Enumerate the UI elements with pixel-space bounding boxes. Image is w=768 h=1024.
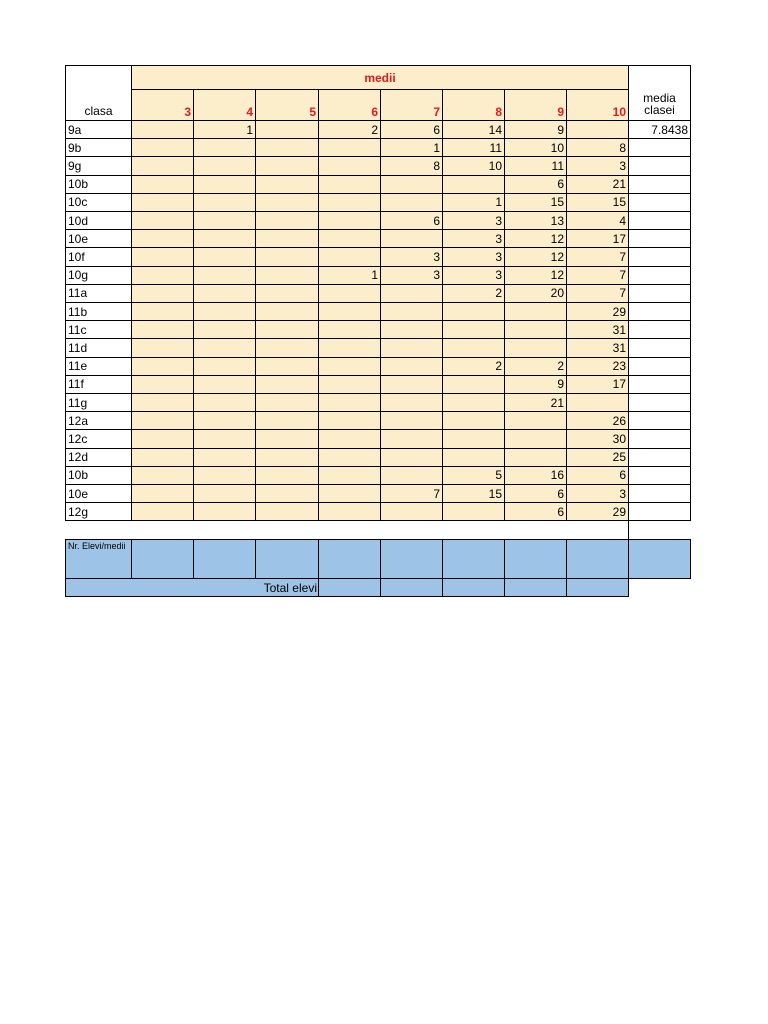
grade-count-cell[interactable] xyxy=(380,502,443,521)
grade-count-cell[interactable] xyxy=(255,229,319,248)
grade-count-cell[interactable] xyxy=(193,338,256,357)
grade-count-cell[interactable]: 2 xyxy=(504,357,567,376)
grade-count-cell[interactable] xyxy=(318,411,381,430)
grade-count-cell[interactable]: 15 xyxy=(442,484,505,503)
total-elevi-label: Total elevi xyxy=(65,578,319,597)
grade-count-cell[interactable] xyxy=(318,466,381,485)
grade-count-cell[interactable] xyxy=(380,448,443,467)
grade-count-cell[interactable] xyxy=(255,338,319,357)
grade-count-cell[interactable] xyxy=(318,229,381,248)
grade-header-cell: 9 xyxy=(504,89,567,121)
grade-count-cell[interactable] xyxy=(318,175,381,194)
row-label-clasa[interactable]: 11f xyxy=(65,375,132,394)
grade-count-cell[interactable] xyxy=(255,375,319,394)
grade-header-cell: 4 xyxy=(193,89,256,121)
total-elevi-cell[interactable] xyxy=(318,578,381,597)
grade-count-cell[interactable]: 4 xyxy=(566,211,629,230)
grade-count-cell[interactable] xyxy=(255,484,319,503)
grade-count-cell[interactable]: 6 xyxy=(380,120,443,139)
total-elevi-cell[interactable] xyxy=(566,578,629,597)
grade-count-cell[interactable] xyxy=(131,120,194,139)
row-label-clasa[interactable]: 9g xyxy=(65,156,132,175)
grade-count-cell[interactable] xyxy=(131,229,194,248)
grade-count-cell[interactable] xyxy=(318,193,381,212)
grade-count-cell[interactable]: 7 xyxy=(380,484,443,503)
grade-count-cell[interactable] xyxy=(380,175,443,194)
grade-count-cell[interactable] xyxy=(442,338,505,357)
row-label-clasa[interactable]: 10b xyxy=(65,466,132,485)
grade-count-cell[interactable] xyxy=(442,429,505,448)
grade-count-cell[interactable] xyxy=(193,357,256,376)
nr-elevi-cell[interactable] xyxy=(442,539,505,579)
grade-count-cell[interactable] xyxy=(504,338,567,357)
grade-count-cell[interactable] xyxy=(380,229,443,248)
grade-count-cell[interactable]: 8 xyxy=(380,156,443,175)
nr-elevi-cell[interactable] xyxy=(566,539,629,579)
grade-count-cell[interactable] xyxy=(193,211,256,230)
media-clasei-cell[interactable] xyxy=(628,193,691,212)
grade-count-cell[interactable] xyxy=(380,411,443,430)
grade-count-cell[interactable] xyxy=(193,229,256,248)
nr-elevi-cell[interactable] xyxy=(255,539,319,579)
media-clasei-cell[interactable] xyxy=(628,156,691,175)
media-clasei-header xyxy=(628,65,691,121)
grade-count-cell[interactable] xyxy=(442,448,505,467)
grade-count-cell[interactable] xyxy=(131,138,194,157)
media-clasei-cell[interactable] xyxy=(628,247,691,266)
grade-count-cell[interactable]: 6 xyxy=(504,502,567,521)
grade-count-cell[interactable] xyxy=(380,302,443,321)
grade-count-cell[interactable] xyxy=(131,466,194,485)
grade-count-cell[interactable] xyxy=(131,375,194,394)
nr-elevi-cell[interactable] xyxy=(318,539,381,579)
row-label-clasa[interactable]: 10b xyxy=(65,175,132,194)
row-label-clasa[interactable]: 10e xyxy=(65,229,132,248)
grade-count-cell[interactable] xyxy=(131,411,194,430)
grade-count-cell[interactable] xyxy=(318,156,381,175)
grade-count-cell[interactable] xyxy=(566,120,629,139)
row-label-clasa[interactable]: 12g xyxy=(65,502,132,521)
total-elevi-cell[interactable] xyxy=(380,578,443,597)
row-label-clasa[interactable]: 9a xyxy=(65,120,132,139)
grade-count-cell[interactable]: 6 xyxy=(504,175,567,194)
grade-count-cell[interactable] xyxy=(193,375,256,394)
grade-count-cell[interactable] xyxy=(380,338,443,357)
grade-count-cell[interactable]: 3 xyxy=(566,484,629,503)
grade-count-cell[interactable]: 25 xyxy=(566,448,629,467)
grade-count-cell[interactable] xyxy=(193,448,256,467)
grade-count-cell[interactable] xyxy=(193,411,256,430)
grade-count-cell[interactable]: 6 xyxy=(566,466,629,485)
grade-count-cell[interactable]: 3 xyxy=(442,229,505,248)
grade-count-cell[interactable]: 10 xyxy=(504,138,567,157)
grade-count-cell[interactable] xyxy=(255,448,319,467)
medii-header: medii xyxy=(131,65,629,90)
grade-count-cell[interactable]: 9 xyxy=(504,120,567,139)
grade-count-cell[interactable]: 8 xyxy=(566,138,629,157)
grade-count-cell[interactable]: 14 xyxy=(442,120,505,139)
grade-count-cell[interactable]: 7 xyxy=(566,284,629,303)
row-label-clasa[interactable]: 12c xyxy=(65,429,132,448)
media-clasei-cell[interactable] xyxy=(628,357,691,376)
grade-count-cell[interactable] xyxy=(318,448,381,467)
media-clasei-cell[interactable] xyxy=(628,448,691,467)
grade-count-cell[interactable]: 1 xyxy=(318,266,381,285)
grade-count-cell[interactable]: 1 xyxy=(442,193,505,212)
grade-header-cell: 10 xyxy=(566,89,629,121)
grade-count-cell[interactable] xyxy=(131,156,194,175)
grade-count-cell[interactable]: 15 xyxy=(566,193,629,212)
grade-count-cell[interactable] xyxy=(566,393,629,412)
row-label-clasa[interactable]: 11d xyxy=(65,338,132,357)
grade-count-cell[interactable] xyxy=(442,375,505,394)
grade-count-cell[interactable]: 3 xyxy=(442,266,505,285)
media-clasei-cell[interactable] xyxy=(628,393,691,412)
media-clasei-cell[interactable] xyxy=(628,302,691,321)
nr-elevi-cell[interactable] xyxy=(131,539,194,579)
grade-header-cell: 6 xyxy=(318,89,381,121)
media-clasei-line1: media xyxy=(643,91,676,105)
grade-count-cell[interactable] xyxy=(380,357,443,376)
grade-count-cell[interactable] xyxy=(131,448,194,467)
grade-count-cell[interactable]: 7 xyxy=(566,266,629,285)
grade-count-cell[interactable]: 11 xyxy=(442,138,505,157)
grade-count-cell[interactable] xyxy=(131,193,194,212)
grade-count-cell[interactable]: 31 xyxy=(566,338,629,357)
nr-elevi-cell[interactable] xyxy=(628,539,691,579)
grade-count-cell[interactable] xyxy=(504,411,567,430)
row-label-clasa[interactable]: 11c xyxy=(65,320,132,339)
media-clasei-cell[interactable]: 7.8438 xyxy=(628,120,691,139)
grade-count-cell[interactable] xyxy=(442,175,505,194)
grade-count-cell[interactable] xyxy=(193,193,256,212)
grade-count-cell[interactable] xyxy=(442,393,505,412)
grade-count-cell[interactable] xyxy=(193,484,256,503)
grade-count-cell[interactable]: 3 xyxy=(442,247,505,266)
grade-count-cell[interactable] xyxy=(255,302,319,321)
grade-count-cell[interactable]: 6 xyxy=(504,484,567,503)
media-clasei-line2: clasei xyxy=(644,103,675,117)
row-label-clasa[interactable]: 11g xyxy=(65,393,132,412)
grade-count-cell[interactable] xyxy=(193,175,256,194)
grade-count-cell[interactable] xyxy=(193,502,256,521)
row-label-clasa[interactable]: 11a xyxy=(65,284,132,303)
grade-count-cell[interactable]: 23 xyxy=(566,357,629,376)
grade-count-cell[interactable]: 20 xyxy=(504,284,567,303)
grade-count-cell[interactable] xyxy=(318,338,381,357)
grade-count-cell[interactable] xyxy=(318,357,381,376)
grade-count-cell[interactable] xyxy=(318,320,381,339)
grade-count-cell[interactable] xyxy=(131,302,194,321)
grade-count-cell[interactable] xyxy=(255,320,319,339)
row-label-clasa[interactable]: 10d xyxy=(65,211,132,230)
gap-divider xyxy=(628,520,629,539)
grade-count-cell[interactable]: 2 xyxy=(442,284,505,303)
grade-count-cell[interactable] xyxy=(193,266,256,285)
grade-count-cell[interactable]: 3 xyxy=(380,266,443,285)
media-clasei-cell[interactable] xyxy=(628,175,691,194)
grade-count-cell[interactable] xyxy=(255,266,319,285)
grade-count-cell[interactable]: 26 xyxy=(566,411,629,430)
grade-count-cell[interactable] xyxy=(193,156,256,175)
grade-count-cell[interactable] xyxy=(255,393,319,412)
grade-count-cell[interactable]: 12 xyxy=(504,247,567,266)
row-label-clasa[interactable]: 11e xyxy=(65,357,132,376)
grade-count-cell[interactable] xyxy=(380,375,443,394)
row-label-clasa[interactable]: 10g xyxy=(65,266,132,285)
grade-header-cell: 3 xyxy=(131,89,194,121)
media-clasei-cell[interactable] xyxy=(628,484,691,503)
row-label-clasa[interactable]: 11b xyxy=(65,302,132,321)
grade-count-cell[interactable]: 3 xyxy=(442,211,505,230)
grade-count-cell[interactable] xyxy=(255,411,319,430)
row-label-clasa[interactable]: 10e xyxy=(65,484,132,503)
media-clasei-cell[interactable] xyxy=(628,502,691,521)
grade-count-cell[interactable]: 12 xyxy=(504,266,567,285)
grade-count-cell[interactable]: 31 xyxy=(566,320,629,339)
grade-count-cell[interactable]: 15 xyxy=(504,193,567,212)
media-clasei-cell[interactable] xyxy=(628,266,691,285)
grade-count-cell[interactable]: 13 xyxy=(504,211,567,230)
grade-count-cell[interactable] xyxy=(193,247,256,266)
grade-count-cell[interactable] xyxy=(131,284,194,303)
grade-count-cell[interactable]: 2 xyxy=(318,120,381,139)
grade-count-cell[interactable] xyxy=(318,393,381,412)
grade-count-cell[interactable] xyxy=(255,466,319,485)
row-label-clasa[interactable]: 12d xyxy=(65,448,132,467)
grade-count-cell[interactable] xyxy=(318,247,381,266)
grade-count-cell[interactable] xyxy=(131,484,194,503)
media-clasei-cell[interactable] xyxy=(628,466,691,485)
grade-count-cell[interactable] xyxy=(131,266,194,285)
total-elevi-cell[interactable] xyxy=(442,578,505,597)
clasa-header: clasa xyxy=(65,65,132,121)
grade-header-cell: 7 xyxy=(380,89,443,121)
grade-count-cell[interactable] xyxy=(442,502,505,521)
grade-count-cell[interactable] xyxy=(442,411,505,430)
grade-count-cell[interactable]: 21 xyxy=(566,175,629,194)
grade-count-cell[interactable] xyxy=(193,393,256,412)
grade-count-cell[interactable] xyxy=(131,502,194,521)
media-clasei-cell[interactable] xyxy=(628,320,691,339)
grade-count-cell[interactable] xyxy=(131,357,194,376)
grade-count-cell[interactable] xyxy=(131,338,194,357)
grade-count-cell[interactable]: 3 xyxy=(566,156,629,175)
grade-header-cell: 8 xyxy=(442,89,505,121)
grade-count-cell[interactable] xyxy=(255,429,319,448)
grade-count-cell[interactable] xyxy=(380,466,443,485)
grade-count-cell[interactable] xyxy=(131,429,194,448)
grade-count-cell[interactable] xyxy=(380,284,443,303)
grade-count-cell[interactable] xyxy=(255,175,319,194)
grade-count-cell[interactable] xyxy=(380,393,443,412)
grade-count-cell[interactable]: 17 xyxy=(566,375,629,394)
row-label-clasa[interactable]: 12a xyxy=(65,411,132,430)
grade-count-cell[interactable] xyxy=(318,375,381,394)
grade-count-cell[interactable] xyxy=(255,193,319,212)
grade-count-cell[interactable] xyxy=(255,138,319,157)
grade-count-cell[interactable] xyxy=(131,393,194,412)
grade-count-cell[interactable]: 1 xyxy=(380,138,443,157)
grade-count-cell[interactable] xyxy=(131,175,194,194)
row-label-clasa[interactable]: 9b xyxy=(65,138,132,157)
grade-count-cell[interactable] xyxy=(504,320,567,339)
nr-elevi-medii-label: Nr. Elevi/medii xyxy=(65,539,132,579)
grade-count-cell[interactable] xyxy=(193,284,256,303)
grade-count-cell[interactable] xyxy=(380,429,443,448)
grade-count-cell[interactable] xyxy=(193,320,256,339)
media-clasei-cell[interactable] xyxy=(628,411,691,430)
grade-count-cell[interactable]: 17 xyxy=(566,229,629,248)
grade-count-cell[interactable]: 10 xyxy=(442,156,505,175)
grade-count-cell[interactable]: 12 xyxy=(504,229,567,248)
grade-count-cell[interactable]: 6 xyxy=(380,211,443,230)
nr-elevi-cell[interactable] xyxy=(193,539,256,579)
grade-count-cell[interactable]: 5 xyxy=(442,466,505,485)
nr-elevi-cell[interactable] xyxy=(504,539,567,579)
grade-count-cell[interactable] xyxy=(193,302,256,321)
row-label-clasa[interactable]: 10c xyxy=(65,193,132,212)
media-clasei-cell[interactable] xyxy=(628,284,691,303)
grade-count-cell[interactable] xyxy=(380,320,443,339)
grade-count-cell[interactable] xyxy=(318,302,381,321)
grade-count-cell[interactable] xyxy=(193,138,256,157)
grade-count-cell[interactable] xyxy=(255,247,319,266)
grade-count-cell[interactable] xyxy=(193,466,256,485)
grade-count-cell[interactable] xyxy=(380,193,443,212)
nr-elevi-cell[interactable] xyxy=(380,539,443,579)
grade-count-cell[interactable] xyxy=(255,120,319,139)
total-elevi-cell[interactable] xyxy=(504,578,567,597)
grade-count-cell[interactable]: 7 xyxy=(566,247,629,266)
grade-count-cell[interactable] xyxy=(255,357,319,376)
grade-count-cell[interactable] xyxy=(504,429,567,448)
grade-count-cell[interactable] xyxy=(318,429,381,448)
grade-count-cell[interactable]: 11 xyxy=(504,156,567,175)
media-clasei-cell[interactable] xyxy=(628,211,691,230)
grade-count-cell[interactable] xyxy=(318,502,381,521)
grade-count-cell[interactable]: 29 xyxy=(566,502,629,521)
grade-header-cell: 5 xyxy=(255,89,319,121)
grade-count-cell[interactable] xyxy=(131,247,194,266)
grade-count-cell[interactable] xyxy=(255,284,319,303)
grade-count-cell[interactable] xyxy=(318,484,381,503)
grade-count-cell[interactable] xyxy=(131,320,194,339)
media-clasei-cell[interactable] xyxy=(628,138,691,157)
media-clasei-cell[interactable] xyxy=(628,375,691,394)
grade-count-cell[interactable]: 16 xyxy=(504,466,567,485)
grade-count-cell[interactable] xyxy=(504,302,567,321)
grade-count-cell[interactable]: 1 xyxy=(193,120,256,139)
grade-count-cell[interactable] xyxy=(442,320,505,339)
grade-count-cell[interactable]: 30 xyxy=(566,429,629,448)
grade-count-cell[interactable]: 9 xyxy=(504,375,567,394)
grade-count-cell[interactable] xyxy=(255,502,319,521)
media-clasei-cell[interactable] xyxy=(628,338,691,357)
row-label-clasa[interactable]: 10f xyxy=(65,247,132,266)
grade-count-cell[interactable] xyxy=(504,448,567,467)
media-clasei-cell[interactable] xyxy=(628,429,691,448)
grade-count-cell[interactable] xyxy=(255,156,319,175)
grade-count-cell[interactable]: 29 xyxy=(566,302,629,321)
grade-count-cell[interactable]: 2 xyxy=(442,357,505,376)
grade-count-cell[interactable]: 21 xyxy=(504,393,567,412)
grade-count-cell[interactable] xyxy=(318,284,381,303)
grade-count-cell[interactable] xyxy=(318,211,381,230)
grade-count-cell[interactable] xyxy=(131,211,194,230)
grade-count-cell[interactable] xyxy=(193,429,256,448)
media-clasei-cell[interactable] xyxy=(628,229,691,248)
grade-count-cell[interactable] xyxy=(442,302,505,321)
grade-count-cell[interactable]: 3 xyxy=(380,247,443,266)
grade-count-cell[interactable] xyxy=(318,138,381,157)
grade-count-cell[interactable] xyxy=(255,211,319,230)
